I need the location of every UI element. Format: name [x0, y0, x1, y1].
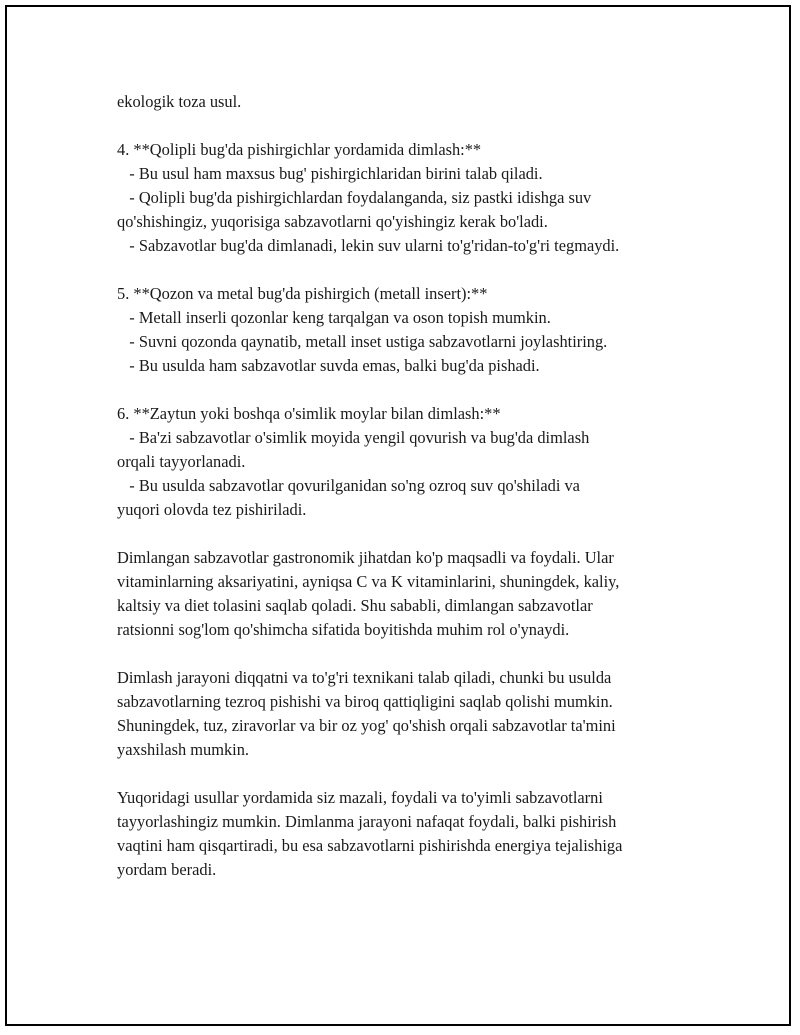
- list-item-5: [117, 282, 717, 378]
- text-line: orqali tayyorlanadi.: [117, 452, 246, 471]
- text-line: Dimlash jarayoni diqqatni va to'g'ri texnikani talab qiladi, chunki bu usulda: [117, 668, 612, 687]
- text-line: - Bu usulda ham sabzavotlar suvda emas, balki bug'da pishadi.: [117, 356, 540, 375]
- text-line: - Metall inserli qozonlar keng tarqalgan va oson topish mumkin.: [117, 308, 551, 327]
- paragraph-gap: [117, 114, 717, 138]
- text-line: Yuqoridagi usullar yordamida siz mazali, foydali va to'yimli sabzavotlarni: [117, 788, 603, 807]
- text-line: qo'shishingiz, yuqorisiga sabzavotlarni qo'yishingiz kerak bo'ladi.: [117, 212, 548, 231]
- text-line: yaxshilash mumkin.: [117, 740, 250, 759]
- document-body: [117, 90, 717, 882]
- text-line: kaltsiy va diet tolasini saqlab qoladi. Shu sababli, dimlangan sabzavotlar: [117, 596, 593, 615]
- text-line: - Bu usulda sabzavotlar qovurilganidan so'ng ozroq suv qo'shiladi va: [117, 476, 580, 495]
- text-line: vaqtini ham qisqartiradi, bu esa sabzavotlarni pishirishda energiya tejalishiga: [117, 836, 623, 855]
- paragraph-gap: [117, 642, 717, 666]
- text-line: - Qolipli bug'da pishirgichlardan foydalanganda, siz pastki idishga suv: [117, 188, 592, 207]
- text-line: yordam beradi.: [117, 860, 217, 879]
- paragraph: [117, 666, 717, 762]
- text-line: 6. **Zaytun yoki boshqa o'simlik moylar bilan dimlash:**: [117, 404, 501, 423]
- text-line: - Ba'zi sabzavotlar o'simlik moyida yengil qovurish va bug'da dimlash: [117, 428, 590, 447]
- text-line: ekologik toza usul.: [117, 92, 242, 111]
- text-line: sabzavotlarning tezroq pishishi va biroq qattiqligini saqlab qolishi mumkin.: [117, 692, 613, 711]
- paragraph-gap: [117, 378, 717, 402]
- text-line: vitaminlarning aksariyatini, ayniqsa C va K vitaminlarini, shuningdek, kaliy,: [117, 572, 620, 591]
- paragraph: [117, 786, 717, 882]
- text-line: 5. **Qozon va metal bug'da pishirgich (metall insert):**: [117, 284, 488, 303]
- paragraph: [117, 90, 717, 114]
- text-line: - Sabzavotlar bug'da dimlanadi, lekin suv ularni to'g'ridan-to'g'ri tegmaydi.: [117, 236, 620, 255]
- text-line: - Bu usul ham maxsus bug' pishirgichlaridan birini talab qiladi.: [117, 164, 543, 183]
- text-line: - Suvni qozonda qaynatib, metall inset ustiga sabzavotlarni joylashtiring.: [117, 332, 608, 351]
- paragraph: [117, 546, 717, 642]
- text-line: tayyorlashingiz mumkin. Dimlanma jarayoni nafaqat foydali, balki pishirish: [117, 812, 617, 831]
- text-line: 4. **Qolipli bug'da pishirgichlar yordamida dimlash:**: [117, 140, 482, 159]
- text-line: Shuningdek, tuz, ziravorlar va bir oz yog' qo'shish orqali sabzavotlar ta'mini: [117, 716, 616, 735]
- paragraph-gap: [117, 522, 717, 546]
- text-line: yuqori olovda tez pishiriladi.: [117, 500, 307, 519]
- paragraph-gap: [117, 762, 717, 786]
- paragraph-gap: [117, 258, 717, 282]
- text-line: ratsionni sog'lom qo'shimcha sifatida boyitishda muhim rol o'ynaydi.: [117, 620, 570, 639]
- list-item-6: [117, 402, 717, 522]
- list-item-4: [117, 138, 717, 258]
- text-line: Dimlangan sabzavotlar gastronomik jihatdan ko'p maqsadli va foydali. Ular: [117, 548, 614, 567]
